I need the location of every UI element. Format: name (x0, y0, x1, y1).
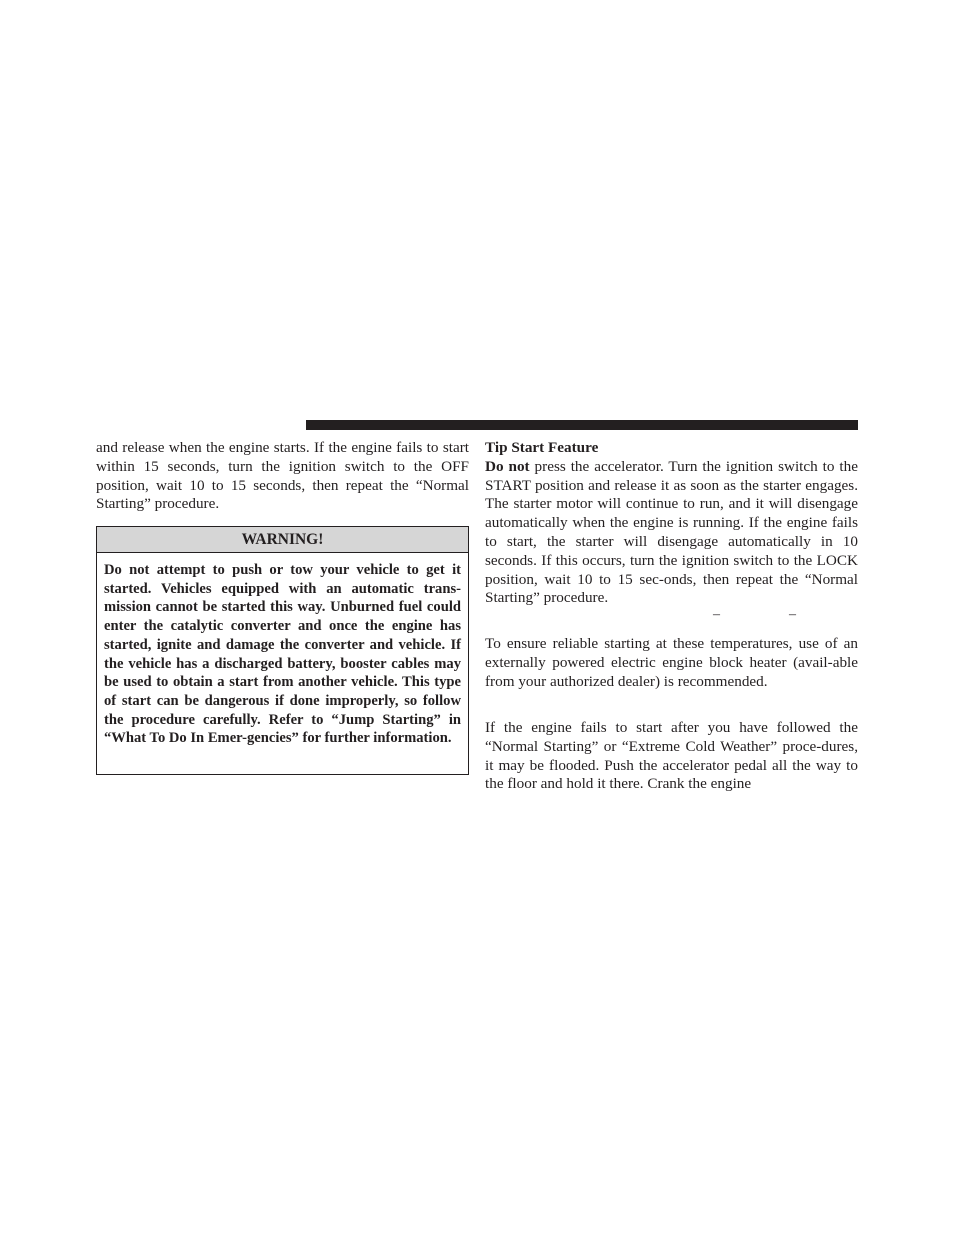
tip-start-lead: Do not (485, 457, 530, 475)
right-column (485, 439, 858, 608)
warning-title: WARNING! (97, 527, 468, 553)
tip-start-heading: Tip Start Feature (485, 439, 599, 456)
cold-weather-paragraph: To ensure reliable starting at these temperatures, use of an externally powered electric engine block heater (avail-able from your authorized dealer) is recommended. (485, 635, 858, 690)
warning-box (96, 526, 469, 775)
tip-start-body: press the accelerator. Turn the ignition switch to the START position and release it as soon as the starter engages. The starter motor will continue to run, and it will disengage automatically when the engine is running. If the engine fails to start, the starter will disengage automatically in 10 seconds. If this occurs, turn the ignition switch to the LOCK position, wait 10 to 15 sec-onds, then repeat the “Normal Starting” procedure. (485, 457, 858, 607)
section-header-bar (306, 420, 858, 430)
heading-dash-1: – (713, 607, 720, 622)
tip-start-paragraph (485, 458, 858, 608)
cold-weather-heading-remnant (485, 606, 858, 624)
intro-paragraph: and release when the engine starts. If the engine fails to start within 15 seconds, turn the ignition switch to the OFF position, wait 10 to 15 seconds, then repeat the “Normal Starting” procedure. (96, 439, 469, 513)
flooded-engine-paragraph: If the engine fails to start after you have followed the “Normal Starting” or “Extreme Cold Weather” proce-dures, it may be flooded. Push the accelerator pedal all the way to the floor and hold it there. Crank the engine (485, 719, 858, 793)
heading-dash-2: – (789, 607, 796, 622)
left-column (96, 439, 469, 514)
warning-body: Do not attempt to push or tow your vehicle to get it started. Vehicles equipped with an automatic trans-mission cannot be started this way. Unburned fuel could enter the catalytic converter and once the engine has started, ignite and damage the converter and vehicle. If the vehicle has a discharged battery, booster cables may be used to obtain a start from another vehicle. This type of start can be dangerous if done improperly, so follow the procedure carefully. Refer to “Jump Starting” in “What To Do In Emer-gencies” for further information. (104, 562, 461, 747)
